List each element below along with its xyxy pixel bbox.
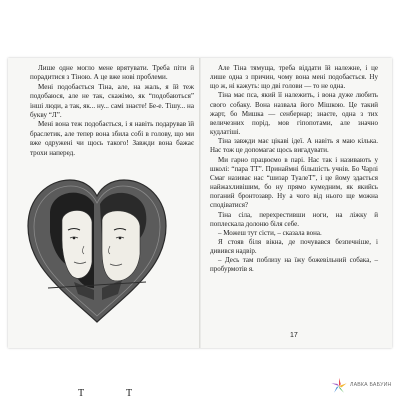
paragraph: Я стояв біля вікна, де почувався безпечніше, і дивився надвір. — [210, 237, 378, 256]
left-page-text — [30, 64, 194, 158]
two-faces-heart-image — [22, 170, 172, 330]
right-page — [210, 64, 378, 275]
paragraph: Ми гарно працюємо в парі. Нас так і називають у школі: “пара ТТ”. Принаймні більшість учнів. Бо Чарлі Смаг називає нас “шизар ТуалеТ”, і це йому здається найжахливішим, бо ну прямо кумедним, як якийсь поганий бронтозавр. Ну а чого від нього ще можна сподіватися? — [210, 155, 378, 210]
paragraph: Мені подобається Тіна, але, на жаль, я їй теж подобаюся, але не так, скажімо, як “подобаються” інші люди, а так, як... ну... самі знаєте! Бе-е. Тішу... на букву “Л”. — [30, 82, 194, 120]
paragraph: Лише одне могло мене врятувати. Треба піти й порадитися з Тіною. А це вже нові проблеми. — [30, 64, 194, 82]
illustration-letter: Т — [126, 388, 133, 399]
star-logo-icon — [330, 377, 348, 395]
paragraph: Але Тіна тямуща, треба віддати їй належне, і це лише одна з причин, чому вона мені подобається. Ну що ж, ні кажуть: що дві голови — то не одна. — [210, 64, 378, 91]
publisher-logo[interactable] — [330, 377, 394, 397]
right-page-text — [210, 64, 378, 275]
left-page — [30, 64, 194, 158]
illustration-letter: Т — [78, 388, 85, 399]
paragraph: Тіна завжди має цікаві ідеї. А навіть я маю кілька. Нас тож це допомагає щось вигадувати. — [210, 137, 378, 155]
paragraph: Тіна сіла, перехрестивши ноги, на ліжку й поплескала долоню біля себе. — [210, 210, 378, 228]
paragraph: Мені вона теж подобається, і я навіть подарував їй браслетик, але тепер вона збила собі в голову, що ми вже одружені чи щось такого! Завжди вона бажає трохи наперед. — [30, 120, 194, 157]
paragraph: – Можеш тут сісти, – сказала вона. — [218, 228, 322, 237]
publisher-name: ЛАВКА БАБУИН — [350, 382, 392, 388]
book-gutter — [199, 58, 201, 348]
paragraph: – Десь там поблизу на їжу божевільний собака, – пробурмотів я. — [210, 256, 378, 274]
paragraph: Тіна має пса, який її належить, і вона дуже любить свого собаку. Вона назвала його Мішкою. Це такий жарт, бо Мишка — сенбернар; знаєте, одна з тих величезних порід, мов гіпопотами, але значно кудлатіші. — [210, 91, 378, 137]
heart-illustration — [22, 170, 172, 399]
page-number: 17 — [290, 332, 298, 339]
